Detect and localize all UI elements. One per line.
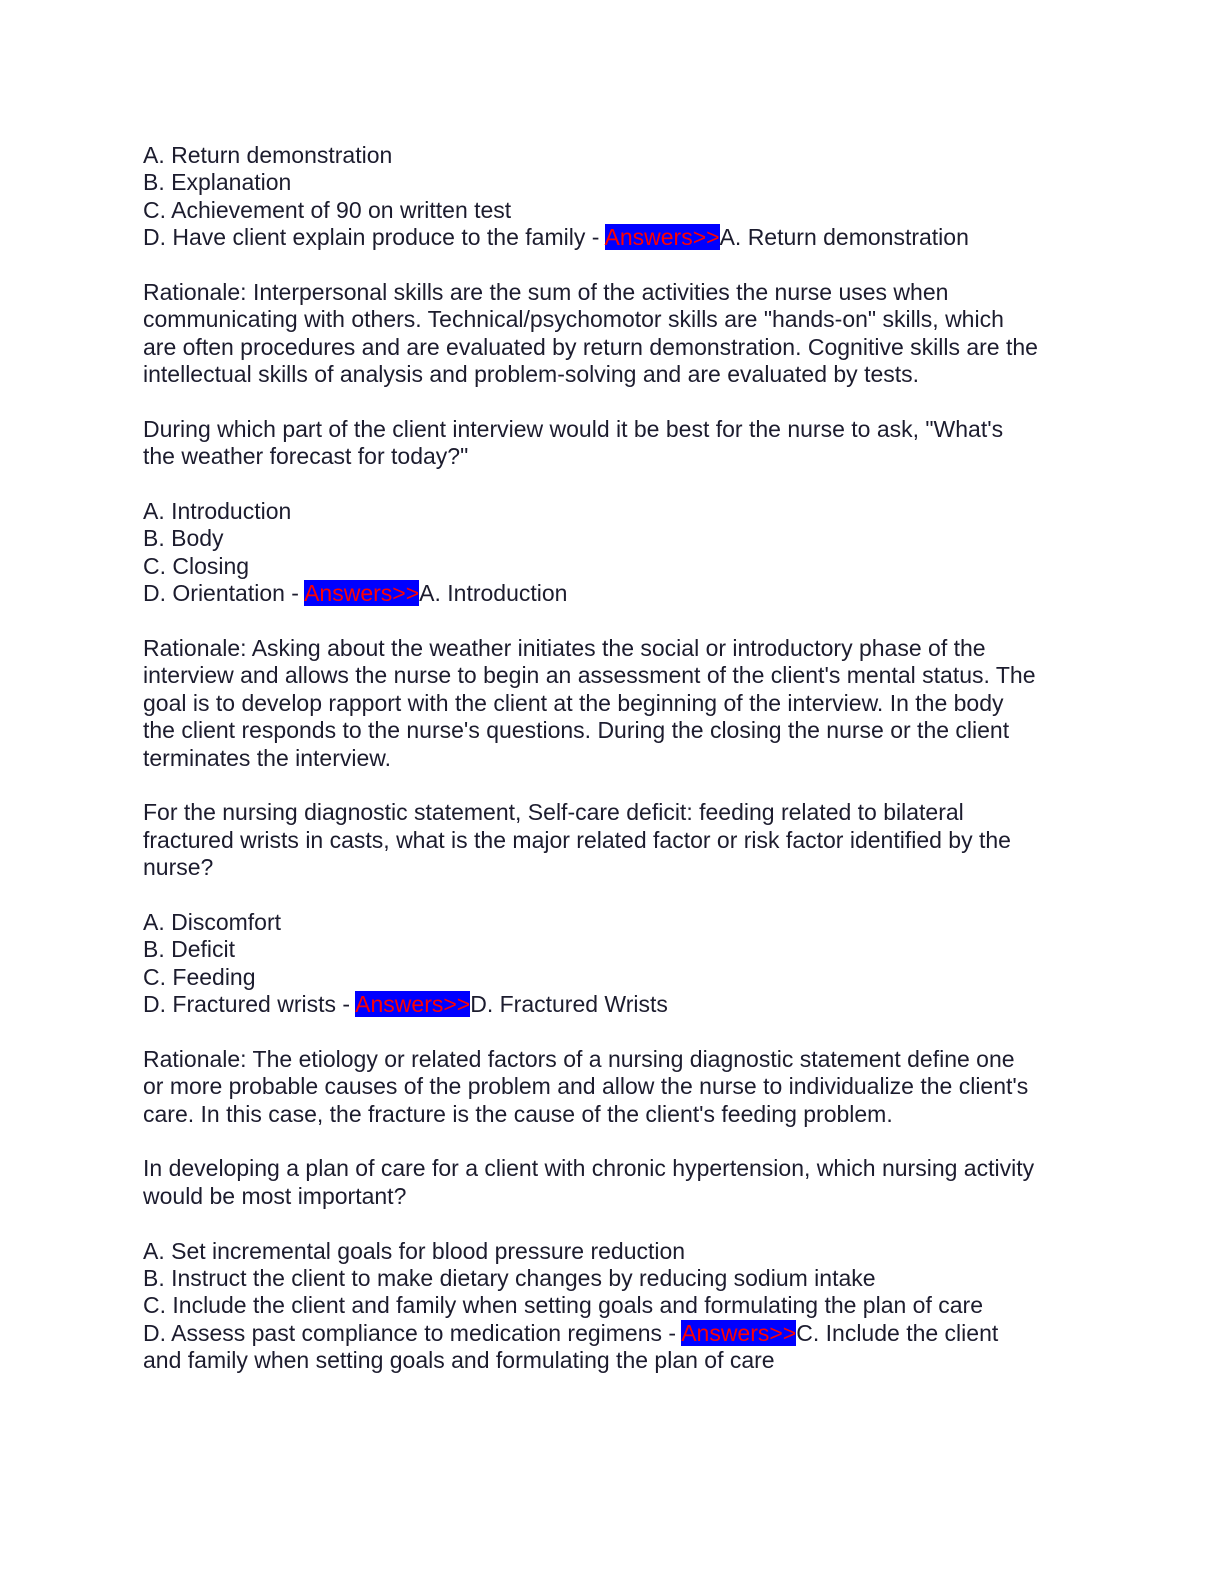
q4-option-b: B. Instruct the client to make dietary changes by reducing sodium intake [143, 1265, 876, 1292]
q3-question-line: fractured wrists in casts, what is the major related factor or risk factor identified by the [143, 826, 1011, 853]
q4-answers-label: Answers>> [681, 1319, 797, 1346]
q1-rationale-line: communicating with others. Technical/psychomotor skills are "hands-on" skills, which [143, 306, 1004, 333]
spacer [143, 1210, 1083, 1237]
q2-option-d [143, 580, 1083, 607]
spacer [143, 772, 1083, 799]
q4-option-d [143, 1320, 1083, 1347]
q3-option-c: C. Feeding [143, 963, 256, 990]
document-body [143, 142, 1083, 1375]
q2-answers-label: Answers>> [304, 580, 420, 607]
q2-rationale-line: interview and allows the nurse to begin an assessment of the client's mental status. The [143, 662, 1036, 689]
q3-answers-label: Answers>> [355, 991, 471, 1018]
q4-answer-continued: and family when setting goals and formulating the plan of care [143, 1347, 775, 1374]
q1-answer: A. Return demonstration [719, 224, 969, 251]
q1-option-d [143, 224, 1083, 251]
q4-option-d-text: D. Assess past compliance to medication regimens - [143, 1319, 682, 1346]
q3-option-d-text: D. Fractured wrists - [143, 991, 356, 1018]
q2-option-a: A. Introduction [143, 498, 292, 525]
q2-option-b: B. Body [143, 525, 224, 552]
q2-question-line: the weather forecast for today?" [143, 443, 469, 470]
q3-rationale-line: or more probable causes of the problem and allow the nurse to individualize the client's [143, 1073, 1029, 1100]
q3-question-line: For the nursing diagnostic statement, Self-care deficit: feeding related to bilateral [143, 799, 964, 826]
q4-question-line: would be most important? [143, 1182, 407, 1209]
spacer [143, 471, 1083, 498]
q4-option-a: A. Set incremental goals for blood pressure reduction [143, 1237, 686, 1264]
q1-option-c: C. Achievement of 90 on written test [143, 196, 512, 223]
q3-option-a: A. Discomfort [143, 908, 282, 935]
q2-option-d-text: D. Orientation - [143, 580, 305, 607]
q3-answer: D. Fractured Wrists [470, 991, 668, 1018]
q1-rationale-line: are often procedures and are evaluated by return demonstration. Cognitive skills are the [143, 333, 1038, 360]
q2-rationale-line: terminates the interview. [143, 744, 392, 771]
q3-rationale-line: Rationale: The etiology or related factors of a nursing diagnostic statement define one [143, 1045, 1015, 1072]
q2-answer: A. Introduction [419, 580, 568, 607]
q1-rationale-line: intellectual skills of analysis and problem-solving and are evaluated by tests. [143, 361, 920, 388]
q2-rationale-line: Rationale: Asking about the weather initiates the social or introductory phase of the [143, 635, 986, 662]
q2-rationale-line: goal is to develop rapport with the client at the beginning of the interview. In the body [143, 689, 1004, 716]
q3-option-d [143, 991, 1083, 1018]
q2-option-c: C. Closing [143, 552, 250, 579]
q4-answer: C. Include the client [796, 1319, 999, 1346]
q3-rationale-line: care. In this case, the fracture is the cause of the client's feeding problem. [143, 1100, 893, 1127]
q1-option-b: B. Explanation [143, 169, 292, 196]
spacer [143, 608, 1083, 635]
q2-rationale-line: the client responds to the nurse's questions. During the closing the nurse or the client [143, 717, 1010, 744]
q4-question-line: In developing a plan of care for a client with chronic hypertension, which nursing activity [143, 1155, 1035, 1182]
q1-rationale-line: Rationale: Interpersonal skills are the sum of the activities the nurse uses when [143, 278, 949, 305]
q1-option-d-text: D. Have client explain produce to the family - [143, 224, 605, 251]
q1-option-a: A. Return demonstration [143, 142, 393, 168]
spacer [143, 389, 1083, 416]
spacer [143, 1128, 1083, 1155]
q3-question-line: nurse? [143, 854, 214, 881]
q3-option-b: B. Deficit [143, 936, 236, 963]
spacer [143, 882, 1083, 909]
spacer [143, 252, 1083, 279]
spacer [143, 1019, 1083, 1046]
q1-answers-label: Answers>> [604, 224, 720, 251]
q2-question-line: During which part of the client interview would it be best for the nurse to ask, "What's [143, 415, 1004, 442]
q4-option-c: C. Include the client and family when setting goals and formulating the plan of care [143, 1292, 983, 1319]
